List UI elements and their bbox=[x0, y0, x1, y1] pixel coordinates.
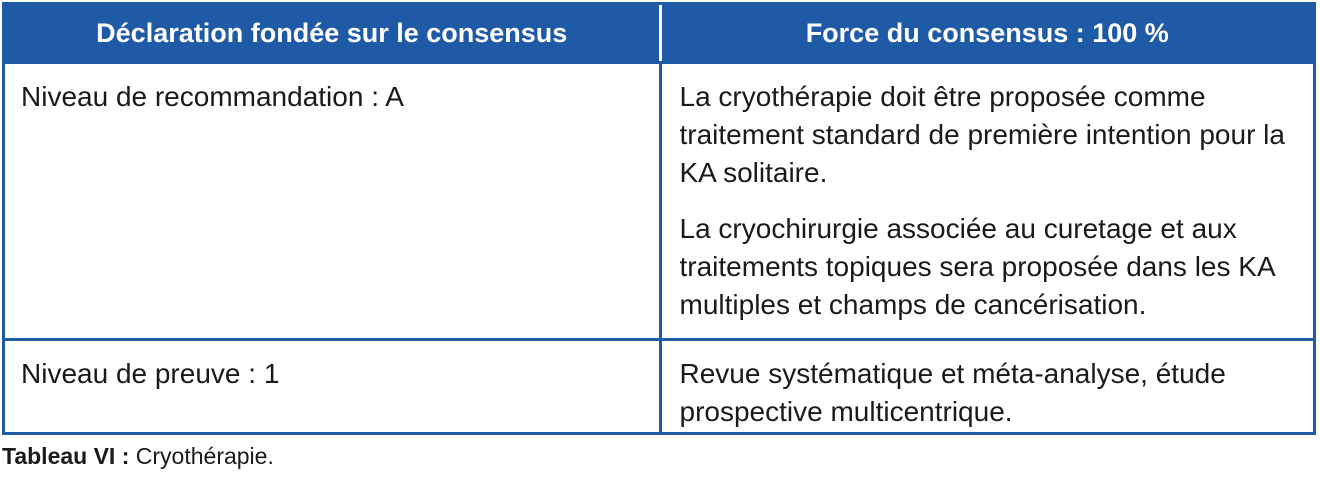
caption-text: Cryothérapie. bbox=[129, 443, 274, 469]
row-label-evidence-level: Niveau de preuve : 1 bbox=[21, 358, 280, 389]
paragraph-cryotherapy: La cryothérapie doit être proposée comme traitement standard de première intention pour la KA solitaire. bbox=[679, 81, 1285, 188]
row-label-recommendation-level: Niveau de recommandation : A bbox=[21, 81, 404, 112]
row-content-evidence bbox=[662, 341, 1314, 432]
header-cell-consensus-strength: Force du consensus : 100 % bbox=[805, 17, 1169, 48]
row-content-recommendation bbox=[662, 64, 1314, 338]
caption-label: Tableau VI : bbox=[2, 443, 130, 469]
paragraph-cryosurgery: La cryochirurgie associée au curetage et aux traitements topiques sera proposée dans les KA multiples et champs de cancérisation. bbox=[679, 213, 1275, 320]
table-header-row bbox=[5, 5, 1313, 61]
paragraph-evidence: Revue systématique et méta-analyse, étude prospective multicentrique. bbox=[679, 358, 1226, 427]
header-cell-statement: Déclaration fondée sur le consensus bbox=[96, 17, 568, 48]
consensus-table bbox=[2, 2, 1316, 435]
table-row bbox=[5, 61, 1313, 338]
table-caption bbox=[2, 443, 274, 470]
table-row bbox=[5, 338, 1313, 432]
